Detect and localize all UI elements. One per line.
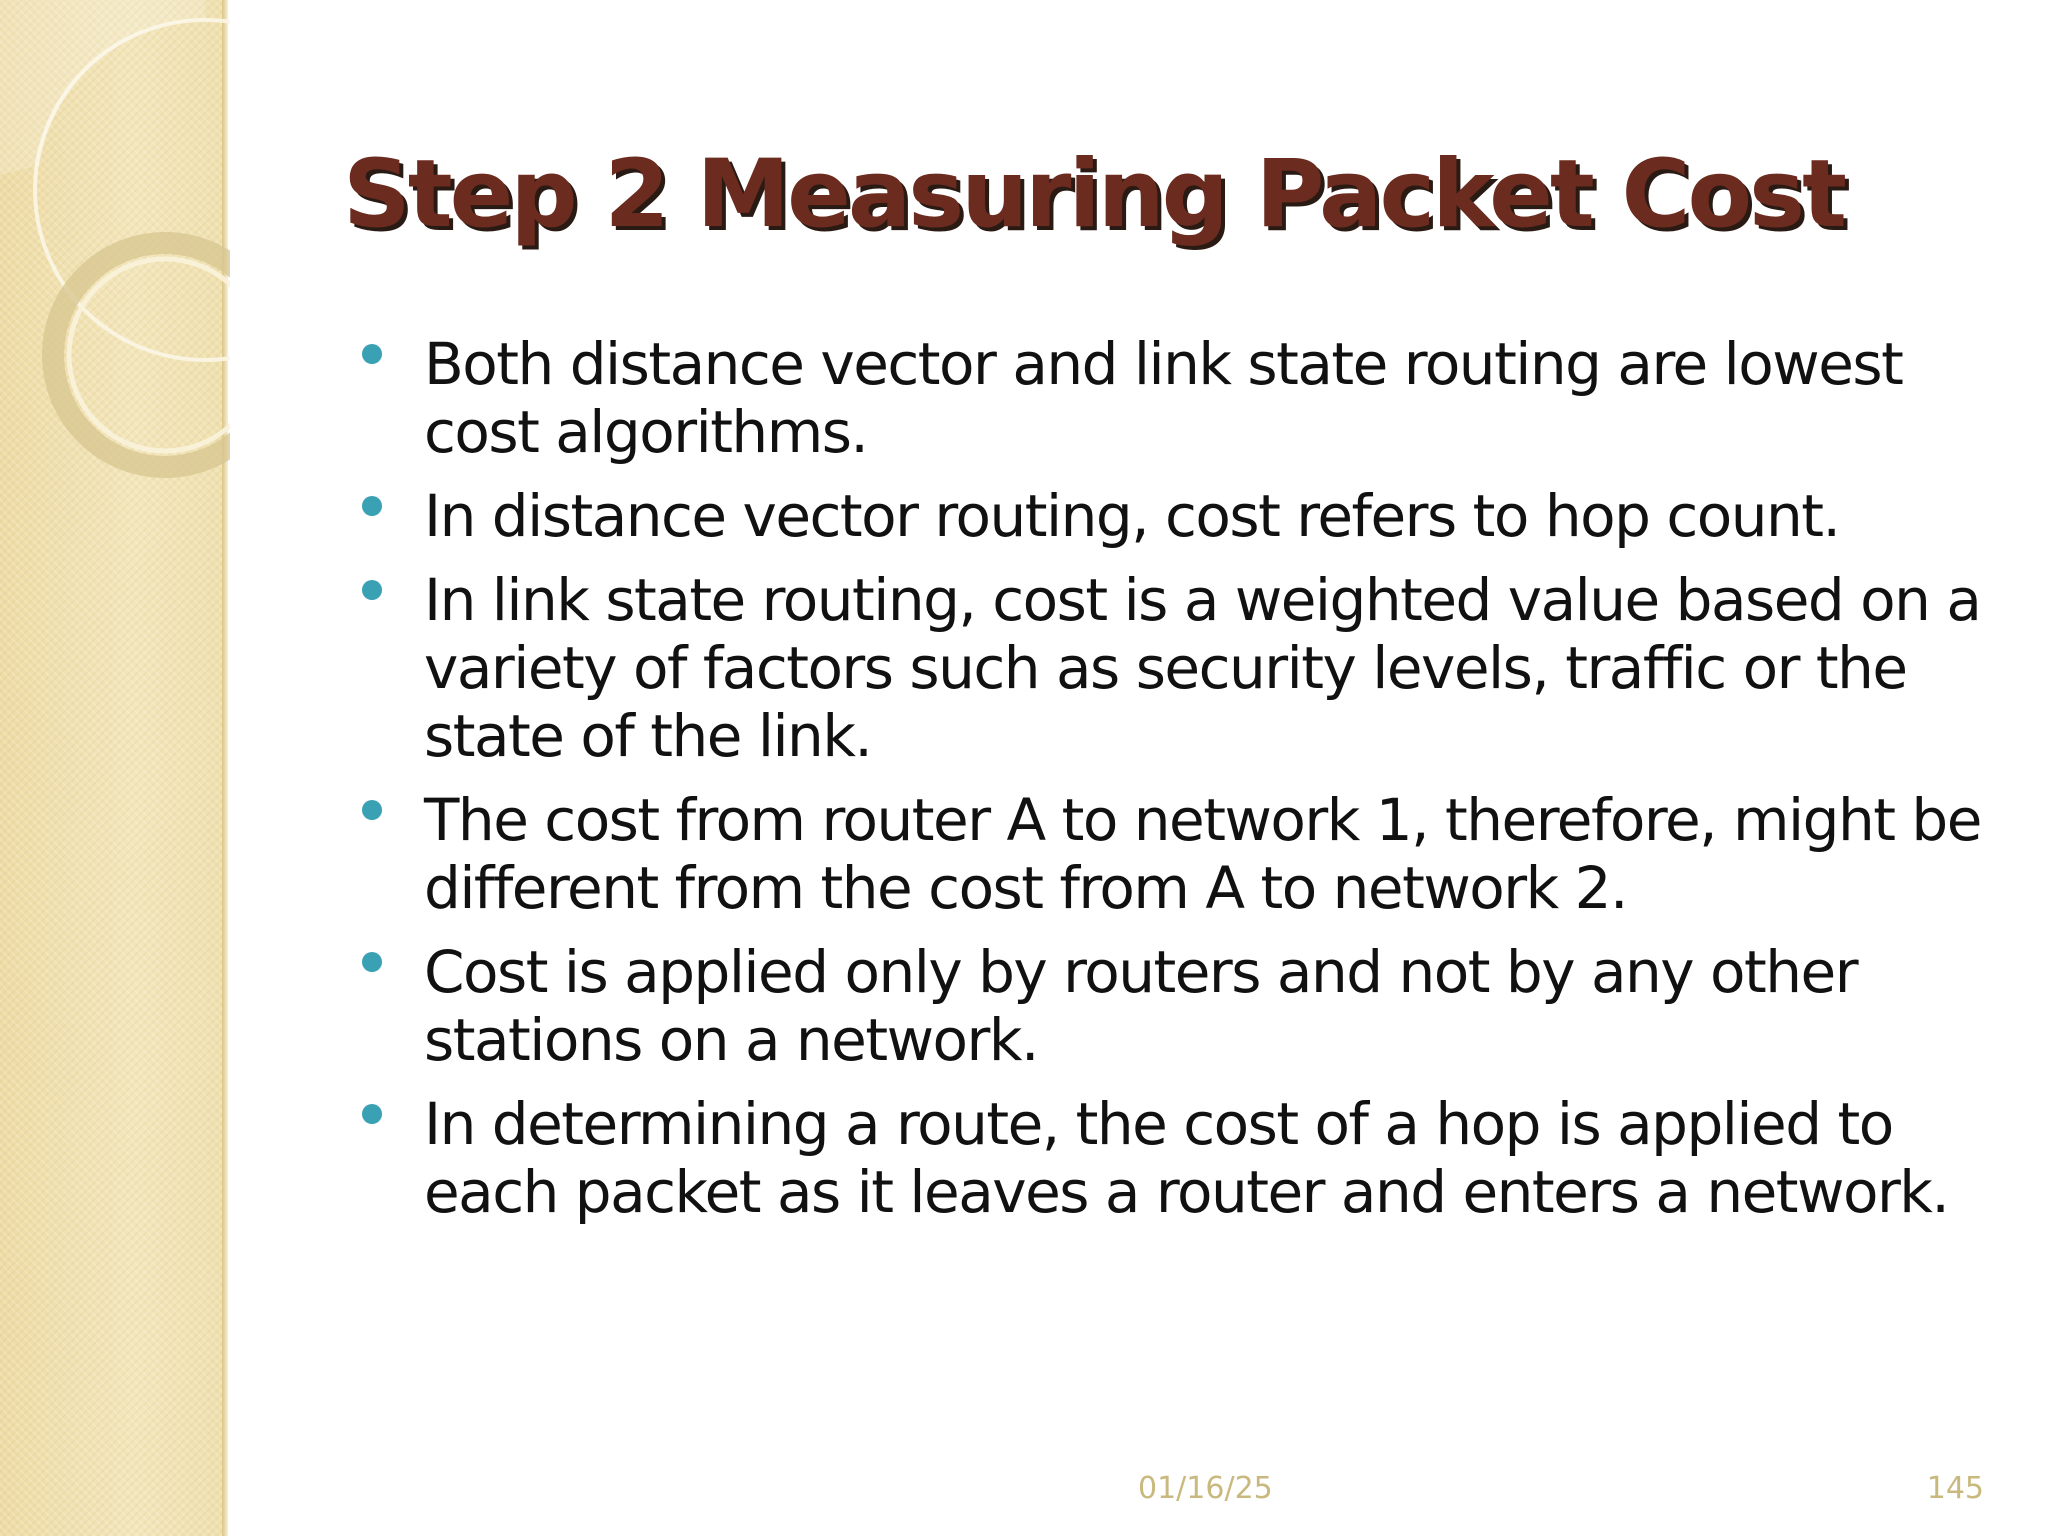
bullet-text: Both distance vector and link state routing are lowest cost algorithms.	[424, 330, 1903, 466]
small-ring-outer	[53, 243, 230, 467]
bullet-marker-icon	[362, 1104, 382, 1124]
slide-number: 145	[1926, 1471, 1984, 1506]
bullet-item	[360, 1090, 2000, 1226]
bullet-list	[360, 330, 2000, 1242]
bullet-text: In determining a route, the cost of a hop is applied to each packet as it leaves a router and enters a network.	[424, 1090, 1949, 1226]
bullet-text: The cost from router A to network 1, therefore, might be different from the cost from A to network 2.	[424, 786, 1981, 922]
slide-title: Step 2 Measuring Packet Cost	[343, 140, 1845, 249]
bullet-item	[360, 938, 2000, 1074]
bullet-item	[360, 330, 2000, 466]
bullet-marker-icon	[362, 496, 382, 516]
bullet-text: In distance vector routing, cost refers to hop count.	[424, 482, 1840, 550]
footer-date: 01/16/25	[1138, 1471, 1273, 1506]
bullet-item	[360, 482, 2000, 550]
bullet-marker-icon	[362, 800, 382, 820]
bullet-marker-icon	[362, 580, 382, 600]
bullet-text: Cost is applied only by routers and not by any other stations on a network.	[424, 938, 1858, 1074]
bullet-text: In link state routing, cost is a weighted value based on a variety of factors such as security levels, traffic or the state of the link.	[424, 566, 1981, 770]
small-ring-inner	[69, 259, 230, 451]
bullet-marker-icon	[362, 344, 382, 364]
ring-highlight	[0, 0, 205, 175]
decorative-rings	[0, 0, 230, 520]
bullet-item	[360, 786, 2000, 922]
bullet-marker-icon	[362, 952, 382, 972]
bullet-item	[360, 566, 2000, 770]
